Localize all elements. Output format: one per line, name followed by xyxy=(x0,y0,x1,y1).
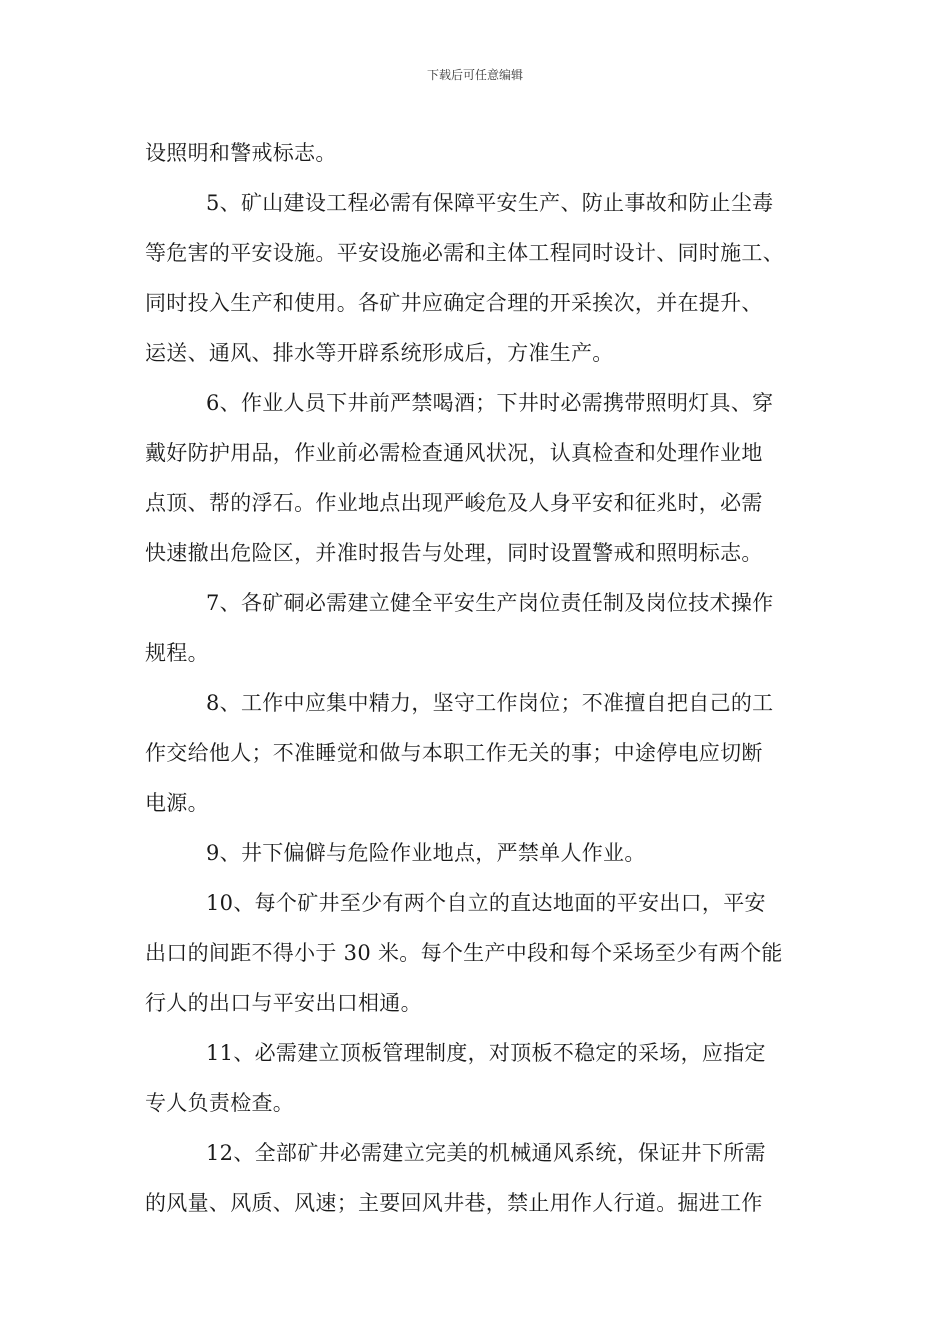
text-line: 快速撤出危险区，并准时报告与处理，同时设置警戒和照明标志。 xyxy=(145,541,763,565)
text-line: 电源。 xyxy=(145,791,209,815)
text-line: 运送、通风、排水等开辟系统形成后，方准生产。 xyxy=(145,341,614,365)
text-line: 8、工作中应集中精力，坚守工作岗位；不准擅自把自己的工 xyxy=(206,691,774,715)
text-line: 5、矿山建设工程必需有保障平安生产、防止事故和防止尘毒 xyxy=(206,191,774,215)
text-line: 作交给他人；不准睡觉和做与本职工作无关的事；中途停电应切断 xyxy=(145,741,763,765)
text-line: 10、每个矿井至少有两个自立的直达地面的平安出口，平安 xyxy=(206,891,766,915)
text-line: 设照明和警戒标志。 xyxy=(145,141,337,165)
text-line: 出口的间距不得小于 30 米。每个生产中段和每个采场至少有两个能 xyxy=(145,941,783,965)
text-line: 同时投入生产和使用。各矿井应确定合理的开采挨次，并在提升、 xyxy=(145,291,763,315)
text-line: 7、各矿硐必需建立健全平安生产岗位责任制及岗位技术操作 xyxy=(206,591,774,615)
text-line: 点顶、帮的浮石。作业地点出现严峻危及人身平安和征兆时，必需 xyxy=(145,491,763,515)
text-line: 11、必需建立顶板管理制度，对顶板不稳定的采场，应指定 xyxy=(206,1041,766,1065)
text-line: 专人负责检查。 xyxy=(145,1091,295,1115)
text-line: 行人的出口与平安出口相通。 xyxy=(145,991,422,1015)
text-line: 戴好防护用品，作业前必需检查通风状况，认真检查和处理作业地 xyxy=(145,441,763,465)
text-line: 6、作业人员下井前严禁喝酒；下井时必需携带照明灯具、穿 xyxy=(206,391,774,415)
text-line: 的风量、风质、风速；主要回风井巷，禁止用作人行道。掘进工作 xyxy=(145,1191,763,1215)
text-line: 9、井下偏僻与危险作业地点，严禁单人作业。 xyxy=(206,841,646,865)
text-line: 12、全部矿井必需建立完美的机械通风系统，保证井下所需 xyxy=(206,1141,766,1165)
page-header: 下载后可任意编辑 xyxy=(426,68,523,82)
text-line: 等危害的平安设施。平安设施必需和主体工程同时设计、同时施工、 xyxy=(145,241,784,265)
text-line: 规程。 xyxy=(145,641,209,665)
